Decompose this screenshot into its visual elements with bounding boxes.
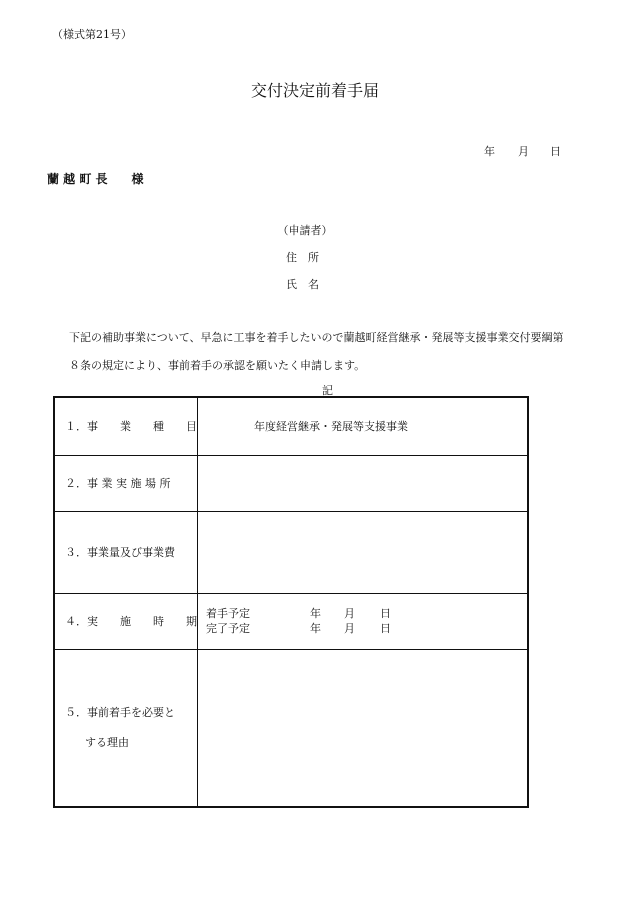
end-month: 月 <box>344 622 355 635</box>
date-day: 日 <box>550 145 561 158</box>
date-month: 月 <box>518 145 529 158</box>
table-row <box>54 593 528 649</box>
row-value-location[interactable] <box>198 455 529 511</box>
row-value-period[interactable] <box>198 593 529 649</box>
table-row <box>54 397 528 455</box>
row-label-period: ４．実 施 時 期 <box>54 593 198 649</box>
end-year: 年 <box>310 622 321 635</box>
body-line-2: ８条の規定により、事前着手の承認を願いたく申請します。 <box>69 359 366 372</box>
row-value-reason[interactable] <box>198 649 529 807</box>
table-row <box>54 649 528 807</box>
start-day: 日 <box>380 607 391 620</box>
form-table <box>53 396 529 808</box>
document-title: 交付決定前着手届 <box>250 81 379 100</box>
schedule-end <box>206 621 527 636</box>
body-line-1: 下記の補助事業について、早急に工事を着手したいので蘭越町経営継承・発展等支援事業交付要綱第 <box>69 331 564 344</box>
ki-heading: 記 <box>322 384 333 397</box>
start-month: 月 <box>344 607 355 620</box>
end-day: 日 <box>380 622 391 635</box>
body-text <box>52 324 592 380</box>
table-row <box>54 455 528 511</box>
row-label-amount: ３．事業量及び事業費 <box>54 511 198 593</box>
end-label: 完了予定 <box>206 622 250 635</box>
row-value-amount[interactable] <box>198 511 529 593</box>
date-line <box>484 143 561 159</box>
start-label: 着手予定 <box>206 607 250 620</box>
reason-label-line-1: ５．事前着手を必要と <box>65 705 175 719</box>
date-year: 年 <box>484 145 495 158</box>
name-label: 氏 名 <box>286 278 319 291</box>
table-row <box>54 511 528 593</box>
row-label-location: ２．事 業 実 施 場 所 <box>54 455 198 511</box>
row-value-business-type[interactable]: 年度経営継承・発展等支援事業 <box>198 397 529 455</box>
start-year: 年 <box>310 607 321 620</box>
row-label-business-type: １．事 業 種 目 <box>54 397 198 455</box>
row-label-reason <box>54 649 198 807</box>
reason-label-line-2: する理由 <box>85 735 129 749</box>
address-label: 住 所 <box>286 251 319 264</box>
addressee: 蘭 越 町 長 様 <box>47 172 144 186</box>
schedule-start <box>206 606 527 621</box>
form-number: （様式第21号） <box>52 28 132 41</box>
applicant-heading: （申請者） <box>277 224 333 237</box>
